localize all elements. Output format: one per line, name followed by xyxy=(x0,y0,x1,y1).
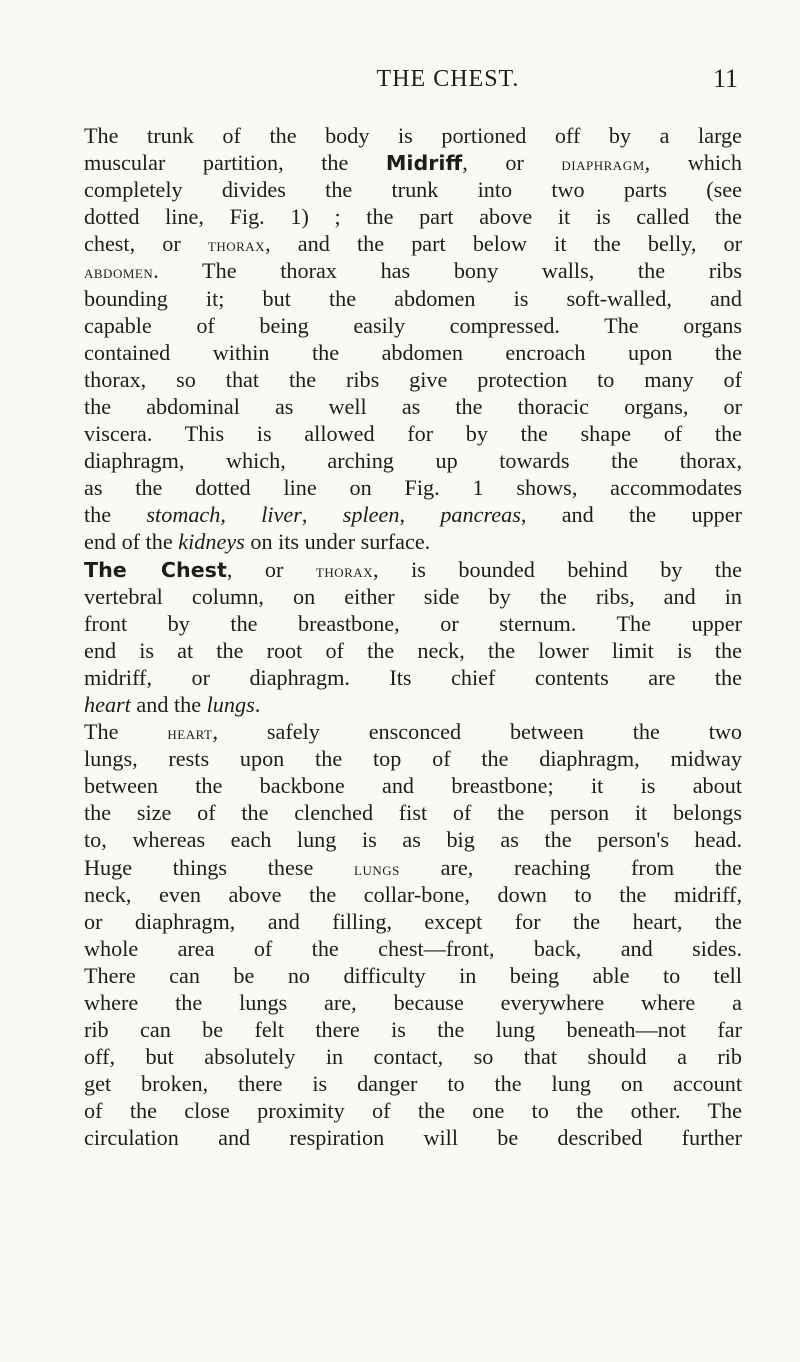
text-run: . The thorax has bony walls, the ribs xyxy=(153,258,742,284)
text-line xyxy=(84,285,742,312)
small-caps-term: thorax xyxy=(207,235,266,256)
text-run: , and the part below it the belly, or xyxy=(265,231,742,257)
text-run: of the close proximity of the one to the other. The xyxy=(84,1098,742,1124)
text-run: viscera. This is allowed for by the shape of the xyxy=(84,421,742,447)
text-line xyxy=(84,339,742,366)
text-line xyxy=(84,826,742,853)
text-run: the size of the clenched fist of the person it belongs xyxy=(84,800,742,826)
text-run: , xyxy=(220,502,262,528)
text-line xyxy=(84,203,742,230)
text-line xyxy=(84,935,742,962)
text-run: Huge things these xyxy=(84,854,355,880)
text-line xyxy=(84,989,742,1016)
text-run: front by the breastbone, or sternum. The upper xyxy=(84,610,742,636)
text-line xyxy=(84,1124,742,1151)
text-run: The trunk of the body is portioned off by a large xyxy=(84,123,742,148)
text-run: end of the xyxy=(84,529,179,555)
text-run: , which xyxy=(644,150,742,176)
text-line xyxy=(84,230,742,257)
text-run: muscular partition, the xyxy=(84,150,386,176)
text-line xyxy=(84,799,742,826)
text-line xyxy=(84,312,742,339)
text-run: bounding it; but the abdomen is soft-walled, and xyxy=(84,285,742,311)
italic-term: stomach xyxy=(146,502,221,528)
italic-term: liver xyxy=(261,502,302,528)
text-run: between the backbone and breastbone; it is about xyxy=(84,773,742,799)
text-line xyxy=(84,718,742,745)
text-run: get broken, there is danger to the lung on account xyxy=(84,1071,742,1097)
text-run: , safely ensconced between the two xyxy=(212,719,743,745)
text-run: midriff, or diaphragm. Its chief contents are the xyxy=(84,664,742,690)
text-line xyxy=(84,393,742,420)
text-line xyxy=(84,1097,742,1124)
text-run: end is at the root of the neck, the lower limit is the xyxy=(84,637,742,663)
text-run: contained within the abdomen encroach upon the xyxy=(84,339,742,365)
text-line xyxy=(84,556,742,583)
text-run: are, reaching from the xyxy=(399,854,742,880)
text-line xyxy=(84,664,742,691)
text-line xyxy=(84,962,742,989)
text-line xyxy=(84,583,742,610)
text-line xyxy=(84,610,742,637)
body-text xyxy=(84,122,742,1152)
small-caps-term: diaphragm xyxy=(561,154,645,175)
small-caps-term: abdomen xyxy=(84,262,154,283)
text-run: The xyxy=(84,719,168,745)
text-line xyxy=(84,366,742,393)
text-line xyxy=(84,528,742,555)
text-line xyxy=(84,149,742,176)
small-caps-term: lungs xyxy=(354,858,400,879)
text-line xyxy=(84,122,742,149)
text-run: thorax, so that the ribs give protection to many of xyxy=(84,366,742,392)
text-line xyxy=(84,908,742,935)
bold-term: Midriff xyxy=(385,151,463,176)
small-caps-term: thorax xyxy=(315,560,374,581)
text-run: to, whereas each lung is as big as the person's head. xyxy=(84,827,742,853)
italic-term: lungs xyxy=(206,691,255,717)
text-run: , xyxy=(301,502,343,528)
text-run: . xyxy=(254,691,261,717)
italic-term: heart xyxy=(84,691,131,717)
text-run: the abdominal as well as the thoracic organs, or xyxy=(84,393,742,419)
text-run: and the xyxy=(130,691,207,717)
text-run: dotted line, Fig. 1) ; the part above it is called the xyxy=(84,204,742,230)
text-line xyxy=(84,474,742,501)
text-run: the xyxy=(84,502,147,528)
text-run: lungs, rests upon the top of the diaphragm, midway xyxy=(84,746,742,772)
text-run: diaphragm, which, arching up towards the thorax, xyxy=(84,448,742,474)
text-run: neck, even above the collar-bone, down to the midriff, xyxy=(84,881,742,907)
text-run: completely divides the trunk into two parts (see xyxy=(84,177,742,203)
text-run: where the lungs are, because everywhere where a xyxy=(84,990,742,1015)
text-run: or diaphragm, and filling, except for the heart, the xyxy=(84,908,742,934)
text-line xyxy=(84,691,742,718)
text-run: whole area of the chest—front, back, and sides. xyxy=(84,935,742,961)
text-line xyxy=(84,1043,742,1070)
text-line xyxy=(84,501,742,528)
text-line xyxy=(84,1070,742,1097)
text-run: off, but absolutely in contact, so that should a rib xyxy=(84,1044,742,1070)
text-run: on its under surface. xyxy=(244,529,431,555)
running-head xyxy=(118,60,738,100)
small-caps-term: heart xyxy=(167,723,213,744)
text-run: capable of being easily compressed. The organs xyxy=(84,312,742,338)
text-line xyxy=(84,257,742,284)
text-line xyxy=(84,1016,742,1043)
text-run: There can be no difficulty in being able to tell xyxy=(84,962,742,988)
text-run: , and the upper xyxy=(520,502,742,528)
text-line xyxy=(84,637,742,664)
text-run: , xyxy=(399,502,441,528)
chapter-title: THE CHEST. xyxy=(376,66,520,92)
text-line xyxy=(84,745,742,772)
italic-term: spleen xyxy=(342,502,400,528)
text-line xyxy=(84,447,742,474)
italic-term: pancreas xyxy=(440,502,521,528)
bold-term: The Chest xyxy=(84,557,227,582)
text-run: as the dotted line on Fig. 1 shows, accommodates xyxy=(84,475,742,501)
text-line xyxy=(84,420,742,447)
text-line xyxy=(84,176,742,203)
text-run: circulation and respiration will be described further xyxy=(84,1125,742,1151)
text-run: , is bounded behind by the xyxy=(373,556,743,582)
page-number: 11 xyxy=(712,64,738,93)
text-line xyxy=(84,854,742,881)
text-run: chest, or xyxy=(84,231,208,257)
italic-term: kidneys xyxy=(178,529,245,555)
text-run: , or xyxy=(462,150,562,176)
text-line xyxy=(84,881,742,908)
text-line xyxy=(84,772,742,799)
text-run: vertebral column, on either side by the ribs, and in xyxy=(84,583,742,609)
text-run: rib can be felt there is the lung beneath—not far xyxy=(84,1017,742,1043)
text-run: , or xyxy=(226,556,316,582)
